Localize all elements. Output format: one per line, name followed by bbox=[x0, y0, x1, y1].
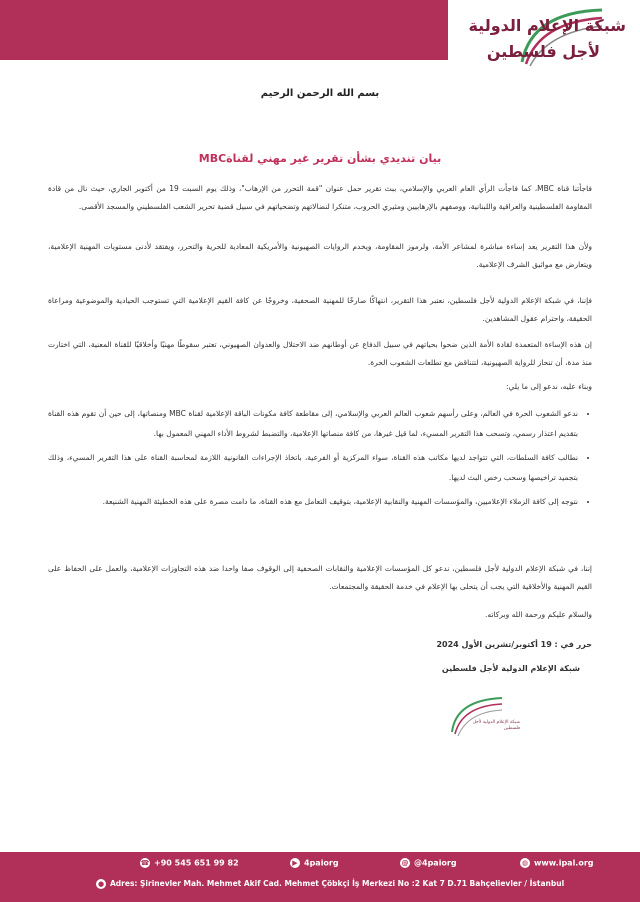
location-pin-icon: ● bbox=[97, 880, 105, 888]
footer-phone: ☎ +90 545 651 99 82 bbox=[140, 858, 239, 868]
signature: شبكة الإعلام الدولية لأجل فلسطين bbox=[441, 664, 580, 673]
date-line: حرر في : 19 أكتوبر/تشرين الأول 2024 bbox=[436, 640, 592, 649]
footer bbox=[0, 852, 640, 902]
list-item: • ندعو الشعوب الحرة في العالم، وعلى رأسهم شعوب العالم العربي والإسلامي، إلى مقاطعة كافة مكونات الباقة الإعلامية لقناة MBC ومنصاتها، إلى حين أن تقوم هذه القناة بتقديم اعتذار رسمي، وتسحب هذا التقرير المسيء، لما قيل غيرها، من كافة منصاتها الإعلامية، والتضبط لشروط الأداء المهني المعمول بها. bbox=[48, 404, 578, 444]
paragraph: ولأن هذا التقرير يعد إساءة مباشرة لمشاعر الأمة، ولرموز المقاومة، ويخدم الروايات الصهيونية والأمريكية المعادية للحرية والتحرر، ويفتقد لأدنى مستويات المهنية الإعلامية، ويتعارض مع مواثيق الشرف الإعلامية. bbox=[48, 242, 592, 269]
footer-address: ● Adres: Şirinevler Mah. Mehmet Akif Cad. Mehmet Çöbkçi İş Merkezi No :2 Kat 7 D.71 Bahçelievler / İstanbul bbox=[97, 879, 565, 888]
footer-contacts bbox=[0, 858, 640, 874]
at-icon: @ bbox=[401, 859, 409, 867]
footer-social-2[interactable]: @ @4paiorg bbox=[401, 858, 457, 868]
globe-icon: ◍ bbox=[521, 859, 529, 867]
logo-title: شبكة الإعلام الدولية bbox=[468, 16, 626, 35]
logo-arc-icon bbox=[452, 2, 632, 74]
logo-subtitle: لأجل فلسطين bbox=[486, 42, 600, 61]
paragraph: فإننا، في شبكة الإعلام الدولية لأجل فلسطين، نعتبر هذا التقرير، انتهاكًا صارخًا للمهنية الصحفية، وخروجًا عن كافة القيم الإعلامية التي تستوجب الحيادية والموضوعية ومراعاة الحقيقة، واحترام عقول المشاهدين. bbox=[48, 296, 592, 323]
paragraph: إن هذه الإساءة المتعمدة لقادة الأمة الذين ضحوا بحياتهم في سبيل الدفاع عن أوطانهم ضد الاحتلال والعدوان الصهيوني، تعتبر سقوطًا مهنيًا وأخلاقيًا للقناة المعنية، التي اختارت منذ مدة، أن تنحاز للرواية الصهيونية، لتتناقض مع تطلعات الشعوب الحرة. bbox=[48, 340, 592, 367]
phone-icon: ☎ bbox=[140, 859, 150, 867]
organization-logo bbox=[452, 2, 632, 74]
closing-paragraph: إننا، في شبكة الإعلام الدولية لأجل فلسطين، ندعو كل المؤسسات الإعلامية والنقابات الصحفية إلى الوقوف صفا واحدا ضد هذه التجاوزات الإعلامية، والعمل على الحفاظ على القيم المهنية والأخلاقية التي يجب أن يتحلى بها الإعلام في خدمة الحقيقة والمجتمعات. bbox=[48, 564, 592, 591]
basmala: بسم الله الرحمن الرحيم bbox=[260, 88, 380, 99]
footer-website[interactable]: ◍ www.ipal.org bbox=[521, 858, 594, 868]
document-title: بيان تنديدي بشأن تقرير غير مهني لقناةMBC bbox=[198, 152, 442, 165]
paragraph: فاجأتنا قناة MBC، كما فاجأت الرأي العام العربي والإسلامي، ببث تقرير حمل عنوان "قمة التحرر من الإرهاب"، وذلك يوم السبت 19 من أكتوبر الجاري، حيث نال من قادة المقاومة الفلسطينية والعراقية واللبنانية، ووصفهم بالإرهابيين ومثيري الحروب، متنكرا لنضالاتهم وتضحياتهم في سبيل قضية تحرير الشعب الفلسطيني والمسجد الأقصى. bbox=[48, 184, 592, 211]
list-item: • نتوجه إلى كافة الزملاء الإعلاميين، والمؤسسات المهنية والنقابية الإعلامية، بتوقيف التعامل مع هذه القناة، ما دامت مصرة على هذه الخطيئة المهنية الشنيعة. bbox=[48, 492, 578, 512]
seal-logo-icon bbox=[442, 692, 516, 740]
youtube-icon: ▶ bbox=[290, 858, 300, 868]
list-item: • نطالب كافة السلطات، التي تتواجد لديها مكاتب هذه القناة، سواء المركزية أو الفرعية، باتخاذ الإجراءات القانونية اللازمة لمحاسبة القناة على هذا التقرير المسيء، وذلك بتجميد تراخيصها وسحب رخص البث لديها. bbox=[48, 448, 578, 488]
header-band bbox=[0, 0, 448, 60]
footer-social-1[interactable]: ▶ 4paiorg bbox=[290, 858, 339, 868]
demands-list bbox=[48, 404, 592, 516]
seal-text: شبكة الإعلام الدولية لأجل فلسطين bbox=[472, 720, 520, 731]
salutation: والسلام عليكم ورحمة الله وبركاته. bbox=[485, 610, 592, 619]
paragraph: وبناء عليه، ندعو إلى ما يلي: bbox=[505, 382, 592, 391]
